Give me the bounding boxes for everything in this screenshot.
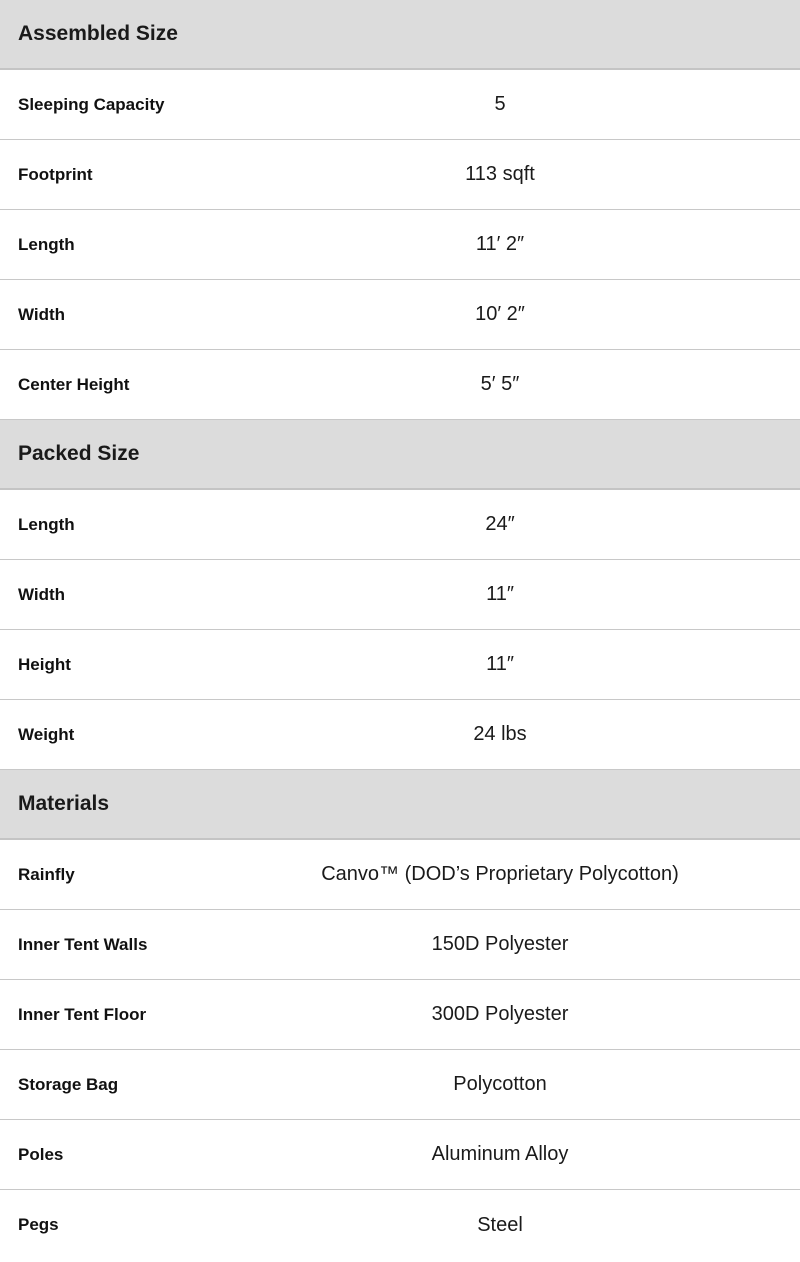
spec-row-rainfly (0, 840, 800, 910)
spec-label: Height (18, 654, 71, 674)
spec-label: Length (18, 514, 75, 534)
section-header-assembled-size: Assembled Size (0, 0, 800, 70)
spec-label: Inner Tent Floor (18, 1004, 147, 1024)
spec-value: 5′ 5″ (480, 373, 520, 395)
spec-value: Canvo™ (DOD’s Proprietary Polycotton) (321, 863, 679, 885)
spec-value: 5 (494, 93, 506, 115)
spec-label: Length (18, 234, 75, 254)
spec-label: Width (18, 584, 66, 604)
spec-row-poles (0, 1120, 800, 1190)
spec-value: Steel (477, 1213, 523, 1236)
spec-row-packed-length (0, 490, 800, 560)
spec-value: 11″ (486, 583, 514, 605)
spec-row-sleeping-capacity (0, 70, 800, 140)
spec-row-center-height (0, 350, 800, 420)
spec-label: Poles (18, 1144, 64, 1164)
spec-value: 11″ (486, 653, 514, 675)
spec-label: Weight (18, 724, 75, 744)
spec-label: Rainfly (18, 864, 75, 884)
spec-row-weight (0, 700, 800, 770)
spec-label: Center Height (18, 374, 130, 394)
spec-row-packed-width (0, 560, 800, 630)
spec-row-pegs (0, 1190, 800, 1260)
spec-label: Sleeping Capacity (18, 94, 165, 114)
spec-row-width (0, 280, 800, 350)
spec-value: 113 sqft (465, 163, 535, 185)
spec-value: 24″ (485, 513, 515, 535)
spec-label: Width (18, 304, 66, 324)
spec-value: 150D Polyester (431, 933, 569, 955)
spec-value: Aluminum Alloy (431, 1143, 569, 1165)
spec-row-inner-tent-walls (0, 910, 800, 980)
spec-row-footprint (0, 140, 800, 210)
spec-label: Inner Tent Walls (18, 934, 148, 954)
spec-label: Pegs (18, 1215, 59, 1234)
spec-value: 10′ 2″ (475, 303, 525, 325)
section-header-packed-size: Packed Size (0, 420, 800, 490)
spec-label: Storage Bag (18, 1074, 119, 1094)
spec-row-packed-height (0, 630, 800, 700)
spec-label: Footprint (18, 164, 93, 184)
spec-row-inner-tent-floor (0, 980, 800, 1050)
spec-row-storage-bag (0, 1050, 800, 1120)
spec-value: Polycotton (453, 1073, 547, 1095)
spec-value: 24 lbs (473, 723, 527, 745)
spec-value: 11′ 2″ (475, 233, 525, 255)
section-header-materials: Materials (0, 770, 800, 840)
spec-value: 300D Polyester (431, 1003, 569, 1025)
spec-row-length (0, 210, 800, 280)
